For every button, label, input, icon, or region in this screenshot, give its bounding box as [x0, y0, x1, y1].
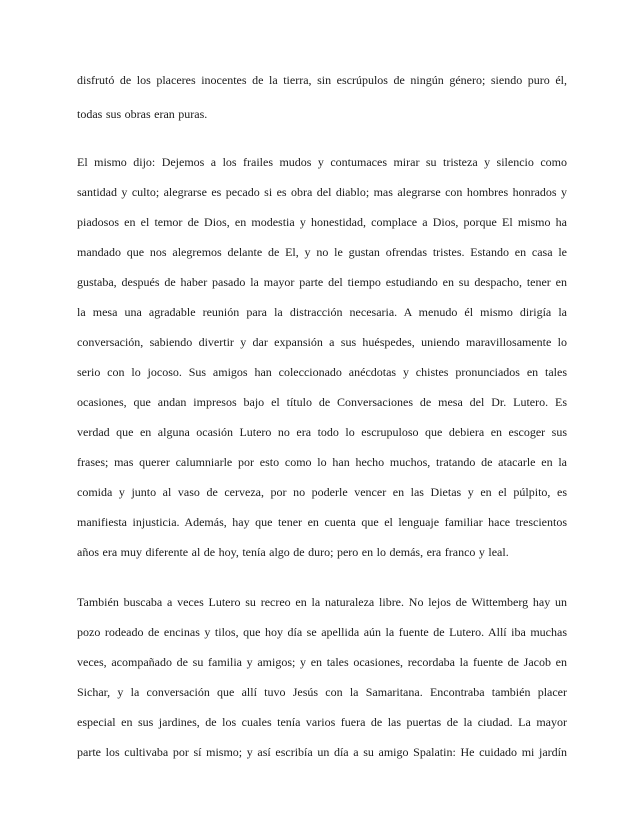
text-line: veces, acompañado de su familia y amigos; y en tales ocasiones, recordaba la fuente de Jacob en — [77, 655, 567, 669]
text-line: años era muy diferente al de hoy, tenía algo de duro; pero en lo demás, era franco y leal. — [77, 545, 509, 559]
text-line: verdad que en alguna ocasión Lutero no era todo lo escrupuloso que debiera en escoger sus — [77, 425, 567, 439]
text-line: todas sus obras eran puras. — [77, 107, 208, 121]
text-line: disfrutó de los placeres inocentes de la tierra, sin escrúpulos de ningún género; siendo puro él, — [77, 73, 567, 87]
text-line: El mismo dijo: Dejemos a los frailes mudos y contumaces mirar su tristeza y silencio como — [77, 155, 567, 169]
text-line: mandado que nos alegremos delante de El, y no le gustan ofrendas tristes. Estando en casa le — [77, 245, 567, 259]
text-line: santidad y culto; alegrarse es pecado si es obra del diablo; mas alegrarse con hombres honrados y — [77, 185, 567, 199]
text-line: parte los cultivaba por sí mismo; y así escribía un día a su amigo Spalatin: He cuidado mi jardín — [77, 745, 567, 759]
text-line: especial en sus jardines, de los cuales tenía varios fuera de las puertas de la ciudad. La mayor — [77, 715, 567, 729]
text-line: pozo rodeado de encinas y tilos, que hoy día se apellida aún la fuente de Lutero. Allí iba muchas — [77, 625, 567, 639]
text-line: gustaba, después de haber pasado la mayor parte del tiempo estudiando en su despacho, tener en — [77, 275, 567, 289]
text-line: la mesa una agradable reunión para la distracción necesaria. A menudo él mismo dirigía la — [77, 305, 567, 319]
text-line: serio con lo jocoso. Sus amigos han coleccionado anécdotas y chistes pronunciados en tales — [77, 365, 567, 379]
text-line: También buscaba a veces Lutero su recreo en la naturaleza libre. No lejos de Wittemberg hay un — [77, 595, 567, 609]
text-line: Sichar, y la conversación que allí tuvo Jesús con la Samaritana. Encontraba también placer — [77, 685, 567, 699]
text-line: conversación, sabiendo divertir y dar expansión a sus huéspedes, uniendo maravillosamente lo — [77, 335, 567, 349]
text-line: comida y junto al vaso de cerveza, por no poderle vencer en las Dietas y en el púlpito, es — [77, 485, 567, 499]
text-line: ocasiones, que andan impresos bajo el título de Conversaciones de mesa del Dr. Lutero. Es — [77, 395, 567, 409]
text-line: frases; mas querer calumniarle por esto como lo han hecho muchos, tratando de atacarle en la — [77, 455, 567, 469]
text-line: manifiesta injusticia. Además, hay que tener en cuenta que el lenguaje familiar hace trescientos — [77, 515, 567, 529]
text-line: piadosos en el temor de Dios, en modestia y honestidad, complace a Dios, porque El mismo ha — [77, 215, 567, 229]
